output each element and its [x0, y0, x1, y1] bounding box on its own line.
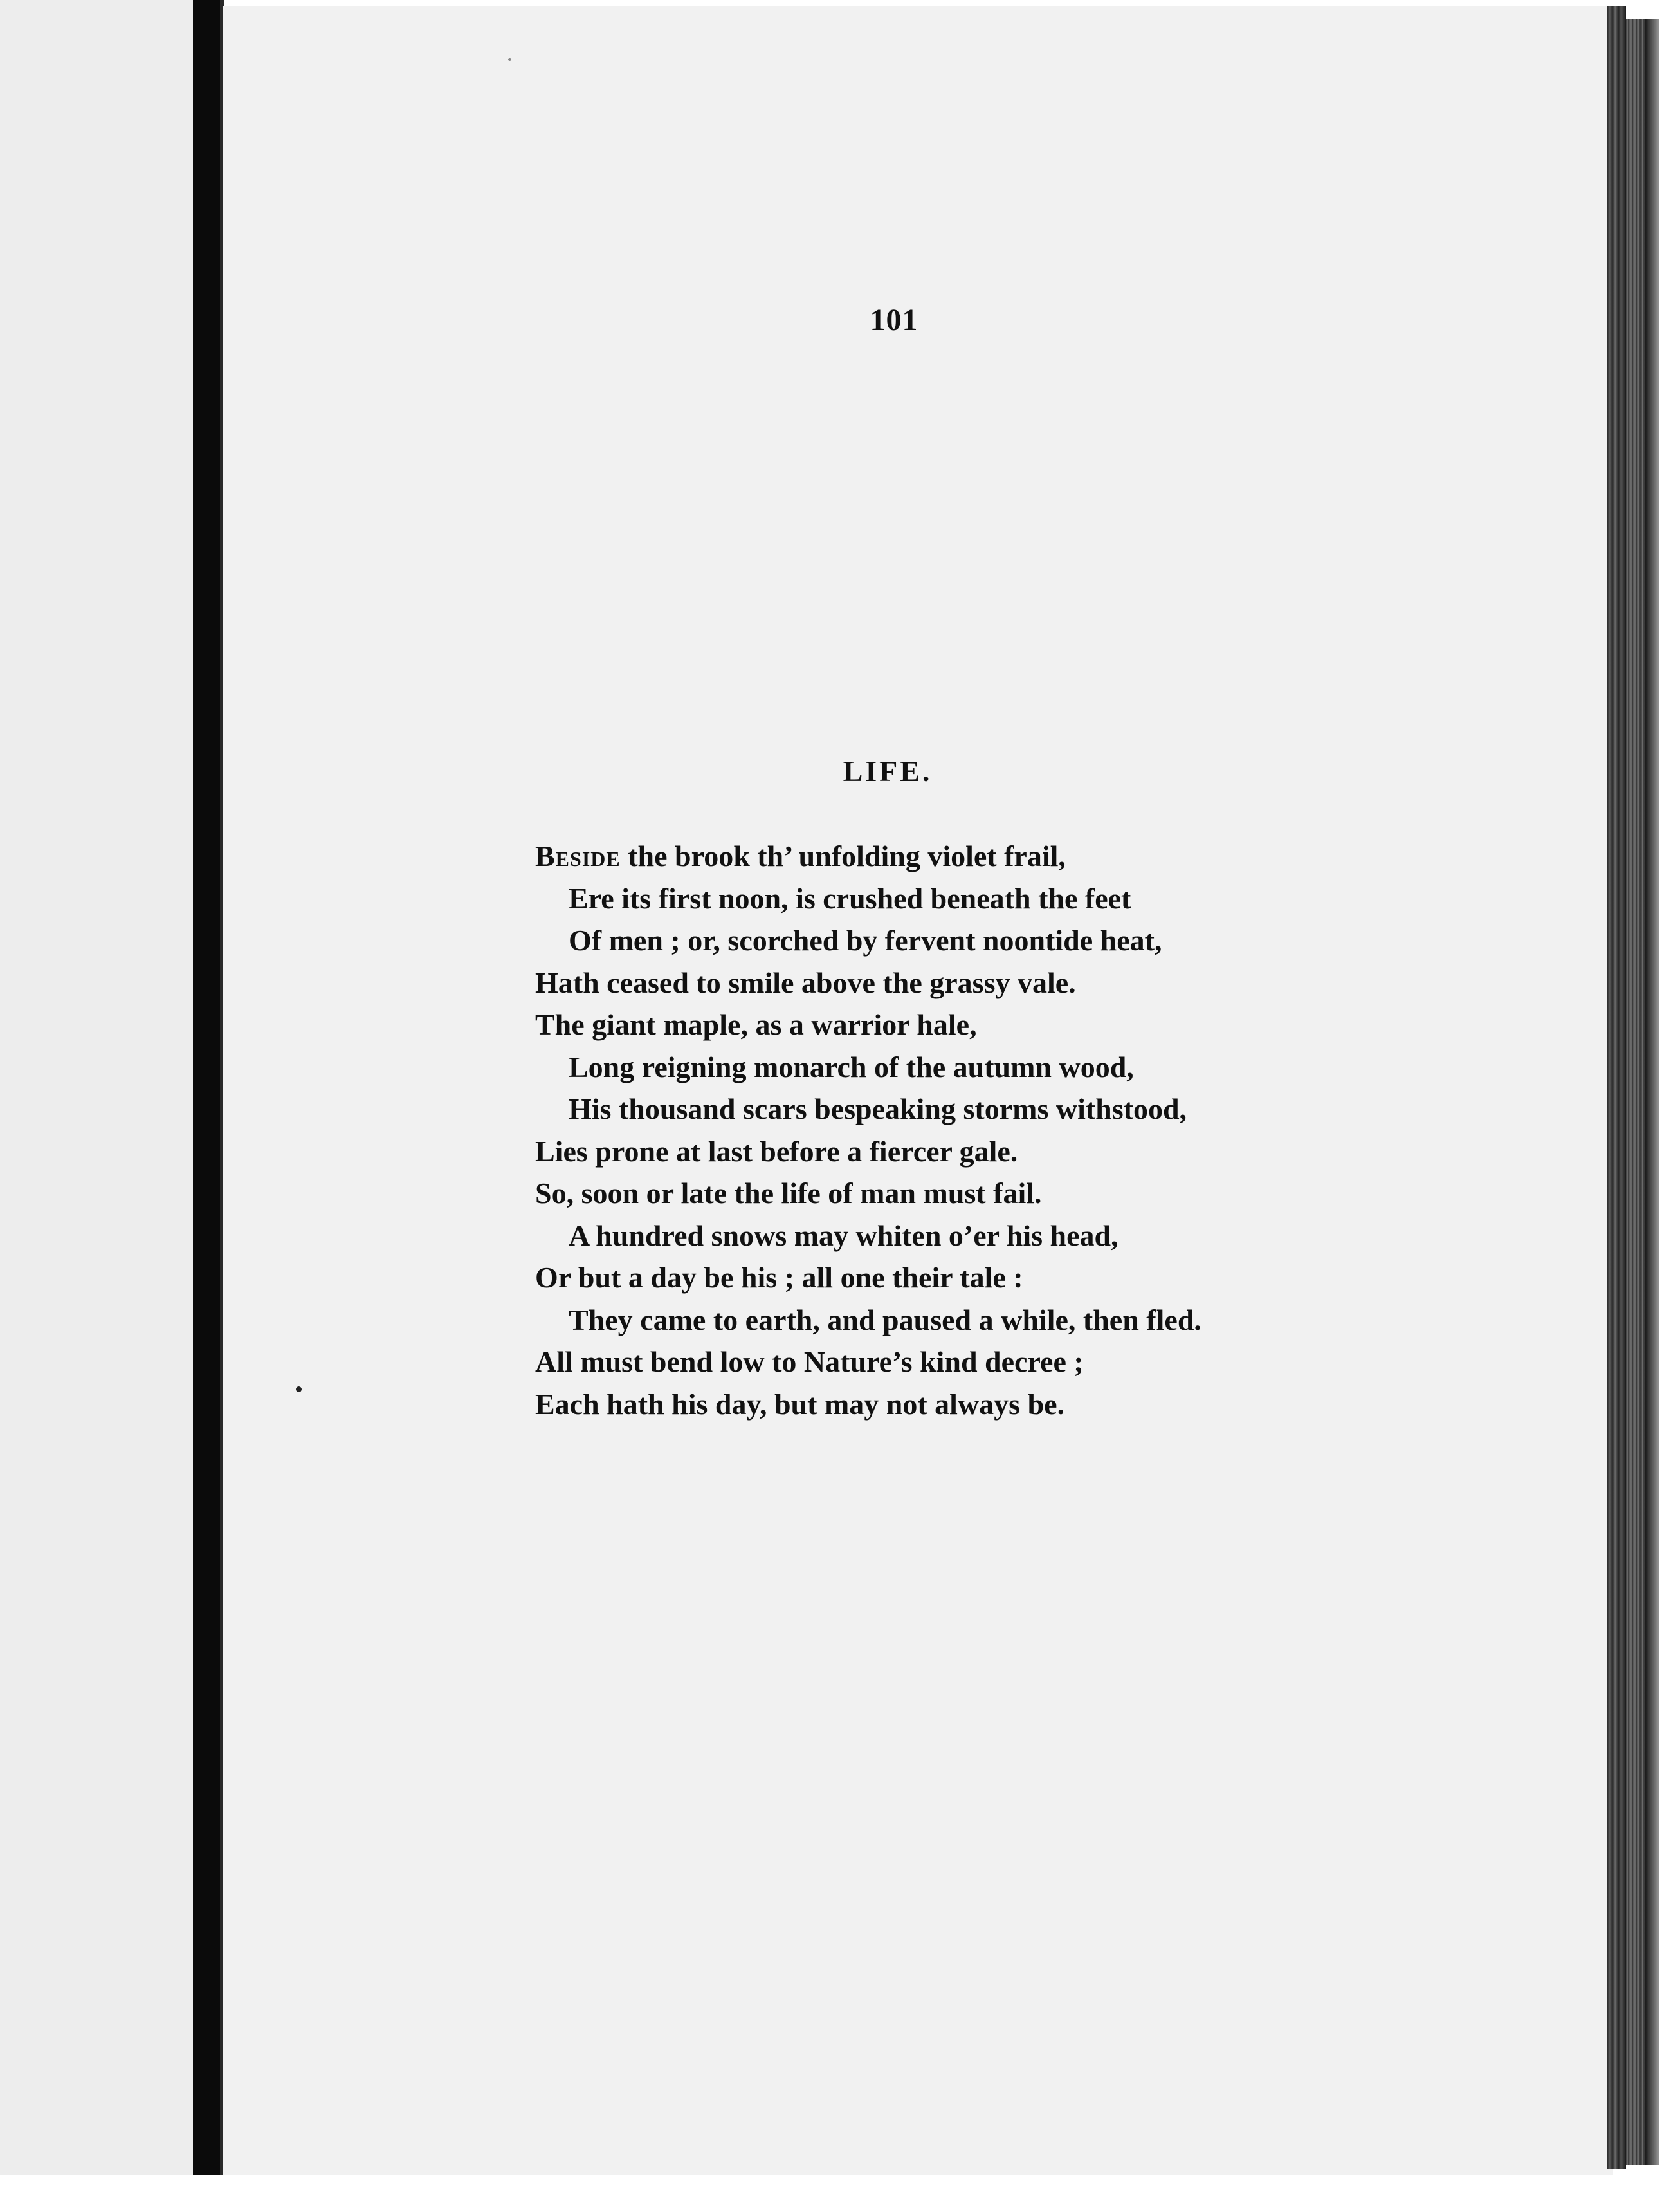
poem-line-text: So, soon or late the life of man must fail.	[535, 1177, 1042, 1210]
poem-body	[535, 835, 1371, 1425]
poem-line-text: Ere its first noon, is crushed beneath the feet	[569, 881, 1131, 915]
poem-line-text: Of men ; or, scorched by fervent noontide heat,	[569, 924, 1162, 957]
poem-line-text: His thousand scars bespeaking storms withstood,	[569, 1092, 1187, 1125]
page-edges-shadow	[1645, 19, 1659, 2165]
poem-line-text: Or but a day be his ; all one their tale :	[535, 1261, 1023, 1294]
poem-line-text: A hundred snows may whiten o’er his head,	[569, 1219, 1118, 1252]
poem-line-text: Each hath his day, but may not always be.	[535, 1387, 1065, 1421]
poem-line	[535, 878, 1371, 920]
poem-line-text: Long reigning monarch of the autumn wood,	[569, 1050, 1134, 1083]
poem-line	[535, 835, 1371, 878]
poem-line	[535, 1215, 1371, 1257]
poem-line-text: the brook th’ unfolding violet frail,	[620, 840, 1066, 872]
poem-line	[535, 1256, 1371, 1299]
poem-title: LIFE.	[843, 755, 933, 787]
poem-line	[535, 1046, 1371, 1089]
bottom-margin	[0, 2175, 1680, 2208]
poem-line-text: The giant maple, as a warrior hale,	[535, 1008, 977, 1041]
poem-line	[535, 1341, 1371, 1383]
page-edges-outer	[1626, 19, 1645, 2165]
poem-line-text: Lies prone at last before a fiercer gale.	[535, 1134, 1018, 1168]
poem-line	[535, 1172, 1371, 1215]
ink-speck	[508, 58, 511, 61]
poem-line	[535, 1383, 1371, 1426]
poem-line-text: All must bend low to Nature’s kind decree ;	[535, 1345, 1084, 1378]
poem-line	[535, 1299, 1371, 1341]
poem-line-text: They came to earth, and paused a while, then fled.	[569, 1303, 1201, 1336]
poem-line	[535, 919, 1371, 962]
book-gutter	[193, 0, 220, 2178]
poem-line-lead-word: Beside	[535, 840, 621, 872]
poem-line-text: Hath ceased to smile above the grassy vale.	[535, 966, 1076, 999]
poem-line	[535, 1004, 1371, 1046]
poem-line	[535, 1130, 1371, 1173]
page-edges	[1607, 6, 1626, 2169]
poem-line	[535, 962, 1371, 1004]
page-number: 101	[870, 303, 918, 337]
ink-speck	[296, 1386, 302, 1392]
poem-line	[535, 1088, 1371, 1130]
left-page	[0, 0, 193, 2175]
